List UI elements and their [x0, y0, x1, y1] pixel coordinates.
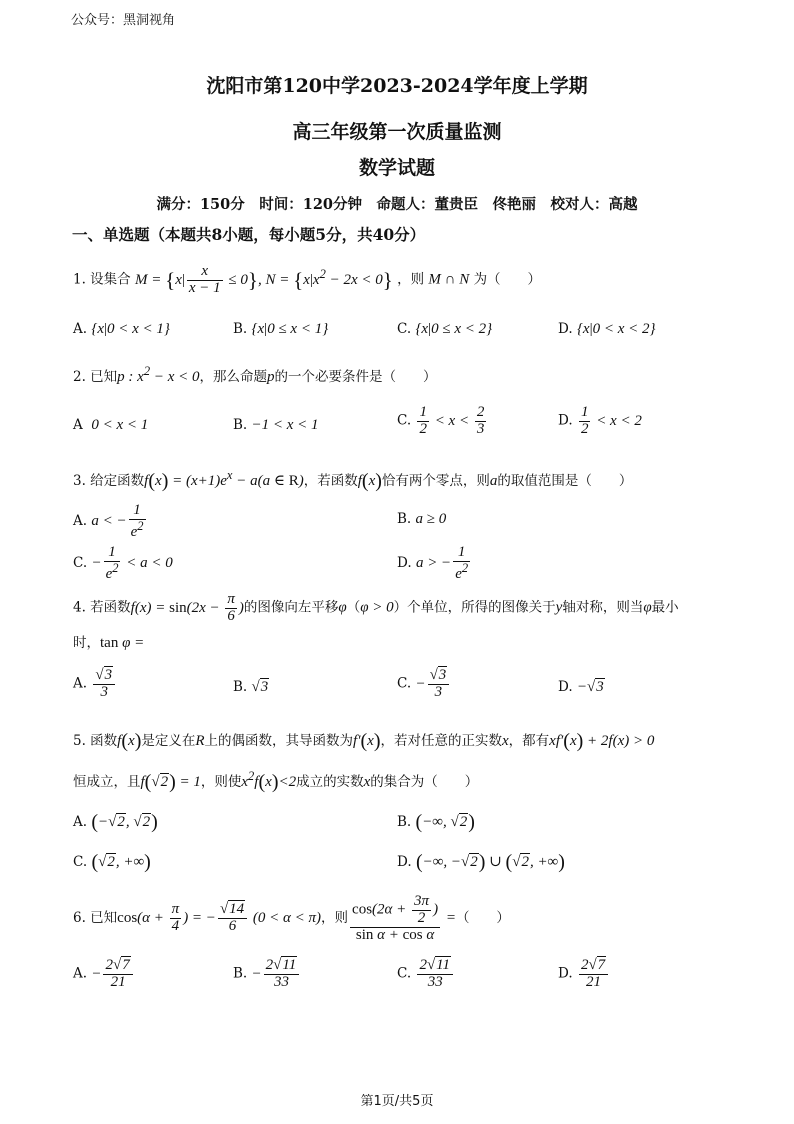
q4-option-c: C. − $\frac{√3}{3}$	[397, 668, 451, 701]
q3-option-b: B. a ≥ 0	[397, 511, 447, 527]
q1-formula: M = {x| $\frac{x}{x - 1}$ ≤ 0}, $N = \{x|x^2 - 2x < 0\}$	[134, 263, 393, 296]
q1-prefix: 1. 设集合	[73, 271, 131, 288]
exam-subject: 数学试题	[358, 157, 435, 179]
q4-option-a: A. $\frac{√3}{3}$	[73, 668, 117, 701]
question-1	[73, 264, 541, 297]
page-title: 沈阳市第120中学2023-2024学年度上学期	[206, 75, 588, 97]
q2-option-b: B. −1 < x < 1	[233, 417, 319, 433]
section-heading: 一、单选题（本题共8小题，每小题5分，共40分）	[72, 225, 426, 244]
q6-option-b: B. − $\frac{2√11}{33}$	[233, 958, 301, 991]
q1-suffix: ，则	[397, 271, 425, 288]
q2-option-a: A 0 < x < 1	[73, 417, 149, 433]
question-5: 5. 函数f(x)是定义在R上的偶函数，其导函数为f′(x)，若对任意的正实数x，都有xf′(x) + 2f(x) > 0	[73, 730, 655, 753]
q3-option-d: D. a > − $\frac{1}{e^2}$	[397, 544, 469, 582]
q6-option-a: A. − $\frac{2√7}{21}$	[73, 958, 135, 991]
q1-ask: 为（ ）	[473, 271, 542, 288]
q6-option-d: D. $\frac{2√7}{21}$	[558, 958, 610, 991]
question-6: 6. 已知cos(α + $\frac{\pi}{4}$ ) = − $\frac{√14}{6}$ (0 < α < π)，则 cos(2α + $\frac{3\pi}{2}$ ) sin α + cos α =（ ）	[73, 893, 510, 943]
q3-option-a: A. a < − $\frac{1}{e^2}$	[73, 502, 144, 540]
page-subtitle: 高三年级第一次质量监测	[292, 121, 502, 143]
q1-option-b: B. {x|0 ≤ x < 1}	[233, 321, 329, 337]
q1-option-a: A. {x|0 < x < 1}	[73, 321, 170, 337]
q3-option-c: C. − $\frac{1}{e^2}$ < a < 0	[73, 544, 173, 582]
q5-option-c: C. (√2, +∞)	[73, 851, 151, 873]
q1-ask-formula: M ∩ N	[428, 271, 470, 288]
q4-option-d: D. −√3	[558, 679, 604, 695]
page-footer: 第1页/共5页	[360, 1094, 434, 1109]
q6-option-c: C. $\frac{2√11}{33}$	[397, 958, 455, 991]
question-5-line2: 恒成立，且f(√2) = 1，则使$x^2f(x)<2$成立的实数x的集合为（ ）	[73, 769, 479, 794]
q1-option-d: D. {x|0 < x < 2}	[558, 321, 656, 337]
question-2: 2. 已知p : $x^2 - x < 0$，那么命题p的一个必要条件是（ ）	[73, 364, 437, 385]
question-4: 4. 若函数f(x) = sin(2x − $\frac{\pi}{6}$ )的图像向左平移φ（φ > 0）个单位，所得的图像关于y轴对称，则当φ最小	[73, 591, 679, 624]
q1-option-c: C. {x|0 ≤ x < 2}	[397, 321, 493, 337]
q5-option-d: D. (−∞, −√2) ∪ (√2, +∞)	[397, 851, 565, 873]
q2-option-d: D. $\frac{1}{2}$ < x < 2	[558, 404, 642, 437]
question-3: 3. 给定函数$f(x) = (x+1)e^x - a(a$ ∈ R)，若函数f(x)恰有两个零点，则a的取值范围是（ ）	[73, 468, 633, 493]
watermark: 公众号：黑洞视角	[71, 13, 176, 28]
q5-option-a: A. (−√2, √2)	[73, 811, 158, 833]
q5-option-b: B. (−∞, √2)	[397, 811, 475, 833]
q4-option-b: B. √3	[233, 679, 269, 695]
question-4-line2: 时，tan φ =	[73, 635, 145, 651]
q2-option-c: C. $\frac{1}{2}$ < x < $\frac{2}{3}$	[397, 404, 485, 437]
exam-info: 满分：150分 时间：120分钟 命题人：董贵臣 佟艳丽 校对人：高越	[156, 196, 638, 213]
